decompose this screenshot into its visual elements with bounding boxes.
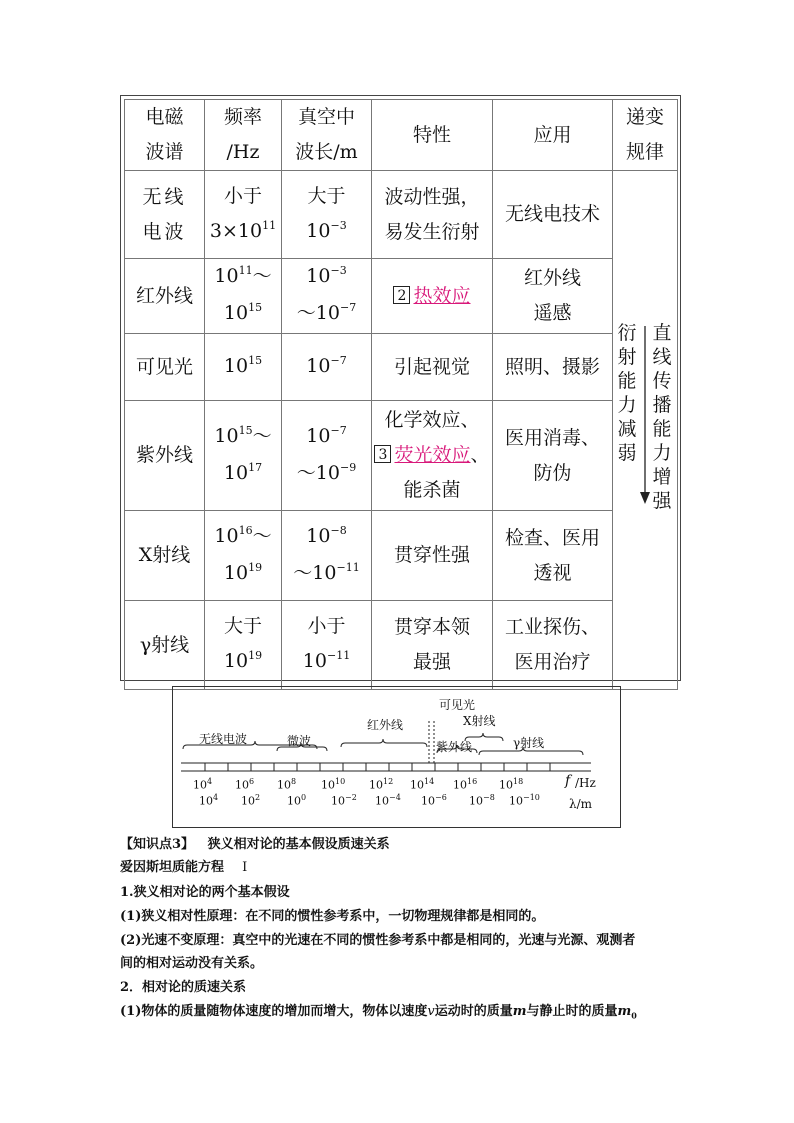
wavelength-tick-label: $10^4$	[199, 793, 219, 808]
property-cell: 波动性强， 易发生衍射	[372, 171, 493, 259]
application-cell: 检查、医用 透视	[493, 511, 613, 601]
spectrum-name-cell: 可见光	[125, 334, 205, 401]
frequency-cell: $10^{16}\sim$ $10^{19}$	[205, 511, 282, 601]
header-frequency: 频率 /Hz	[205, 100, 282, 171]
trend-straight-propagation-stronger: 直 线 传 播 能 力 增 强	[652, 322, 672, 512]
header-trend: 递变 规律	[613, 100, 678, 171]
freq-tick-label: $10^4$	[193, 777, 213, 792]
frequency-cell: 大于 $10^{19}$	[205, 601, 282, 690]
application-cell: 红外线 遥感	[493, 259, 613, 334]
wavelength-cell: $10^{-8}$ $\sim 10^{-11}$	[282, 511, 372, 601]
wavelength-tick-label: $10^{-4}$	[375, 793, 401, 808]
wavelength-tick-label: $10^{-2}$	[331, 793, 357, 808]
spectrum-name-cell: 紫外线	[125, 401, 205, 511]
frequency-cell: $10^{15}\sim$ $10^{17}$	[205, 401, 282, 511]
application-cell: 照明、摄影	[493, 334, 613, 401]
band-label-radio: 无线电波	[199, 732, 248, 746]
freq-tick-label: $10^{10}$	[321, 777, 346, 792]
wavelength-cell: $10^{-7}$ $\sim 10^{-9}$	[282, 401, 372, 511]
freq-tick-label: $10^{16}$	[453, 777, 478, 792]
property-cell: 贯穿性强	[372, 511, 493, 601]
spectrum-axis-graphics	[173, 687, 622, 829]
wavelength-cell: 大于 $10^{-3}$	[282, 171, 372, 259]
section-1-point-2-line-2: 间的相对运动没有关系。	[120, 956, 264, 971]
table-row	[125, 259, 678, 334]
spectrum-name-cell: X射线	[125, 511, 205, 601]
freq-tick-label: $10^{12}$	[369, 777, 394, 792]
property-cell: 化学效应、 3 荧光效应、 能杀菌	[372, 401, 493, 511]
table-row	[125, 511, 678, 601]
band-label-ultraviolet: 紫外线	[436, 740, 473, 754]
spectrum-name-cell: 红外线	[125, 259, 205, 334]
knowledge-point-heading: 【知识点3】 狭义相对论的基本假设̀质速关系	[120, 837, 390, 852]
section-1-point-1: (1)狭义相对性原理：在不同的惯性参考系中，一切物理规律都是相同的。	[120, 909, 545, 924]
band-label-gamma: γ射线	[513, 736, 545, 750]
freq-tick-label: $10^{18}$	[499, 777, 524, 792]
freq-unit-hz: /Hz	[575, 776, 596, 790]
band-label-infrared: 红外线	[367, 718, 404, 732]
band-label-visible: 可见光	[439, 698, 476, 712]
application-cell: 医用消毒、 防伪	[493, 401, 613, 511]
header-property: 特性	[372, 100, 493, 171]
table-header-row	[125, 100, 678, 171]
wavelength-unit: λ/m	[569, 797, 593, 811]
trend-cell	[613, 171, 678, 690]
section-2-point-1: (1)物体的质量随物体速度的增加而增大，物体以速度v运动时的质量m与静止时的质量$m_0$	[120, 1004, 637, 1021]
freq-tick-label: $10^6$	[235, 777, 255, 792]
wavelength-tick-label: $10^0$	[287, 793, 307, 808]
table-row	[125, 601, 678, 690]
table-row	[125, 334, 678, 401]
wavelength-tick-label: $10^2$	[241, 793, 261, 808]
header-application: 应用	[493, 100, 613, 171]
header-wavelength: 真空中 波长/m	[282, 100, 372, 171]
answer-fluorescence-effect: 荧光效应	[394, 444, 471, 466]
freq-unit-f: f	[565, 773, 571, 789]
frequency-cell: 小于 $3\times 10^{11}$	[205, 171, 282, 259]
section-1-point-2-line-1: (2)光速不变原理：真空中的光速在不同的惯性参考系中都是相同的，光速与光源、观测者	[120, 933, 636, 948]
wavelength-cell: $10^{-3}$ $\sim 10^{-7}$	[282, 259, 372, 334]
em-spectrum-diagram	[172, 686, 621, 828]
freq-tick-label: $10^8$	[277, 777, 297, 792]
property-cell: 引起视觉	[372, 334, 493, 401]
table-row	[125, 171, 678, 259]
blank-number-badge: 3	[374, 445, 391, 463]
application-cell: 工业探伤、 医用治疗	[493, 601, 613, 690]
band-label-microwave: 微波	[287, 734, 312, 748]
frequency-cell: $10^{15}$	[205, 334, 282, 401]
blank-number-badge: 2	[393, 286, 410, 304]
knowledge-point-subheading: 爱因斯坦质能方程 Ⅰ	[120, 860, 248, 875]
freq-tick-label: $10^{14}$	[410, 777, 435, 792]
wavelength-cell: $10^{-7}$	[282, 334, 372, 401]
em-spectrum-table	[124, 99, 678, 690]
property-cell: 贯穿本领 最强	[372, 601, 493, 690]
property-cell	[372, 259, 493, 334]
wavelength-tick-label: $10^{-6}$	[421, 793, 447, 808]
answer-thermal-effect: 热效应	[413, 284, 471, 307]
spectrum-name-cell: 无线 电波	[125, 171, 205, 259]
application-cell: 无线电技术	[493, 171, 613, 259]
table-row	[125, 401, 678, 511]
section-2-title: 2．相对论的质速关系	[120, 980, 247, 995]
section-1-title: 1.狭义相对论的两个基本假设	[120, 885, 290, 900]
header-spectrum: 电磁 波谱	[125, 100, 205, 171]
band-label-xray: X射线	[463, 714, 496, 728]
wavelength-cell: 小于 $10^{-11}$	[282, 601, 372, 690]
trend-diffraction-weaker: 衍 射 能 力 减 弱	[617, 322, 637, 464]
wavelength-tick-label: $10^{-10}$	[509, 793, 540, 808]
trend-down-arrow	[639, 326, 651, 506]
frequency-cell: $10^{11}\sim$ $10^{15}$	[205, 259, 282, 334]
spectrum-name-cell: γ射线	[125, 601, 205, 690]
wavelength-tick-label: $10^{-8}$	[469, 793, 495, 808]
